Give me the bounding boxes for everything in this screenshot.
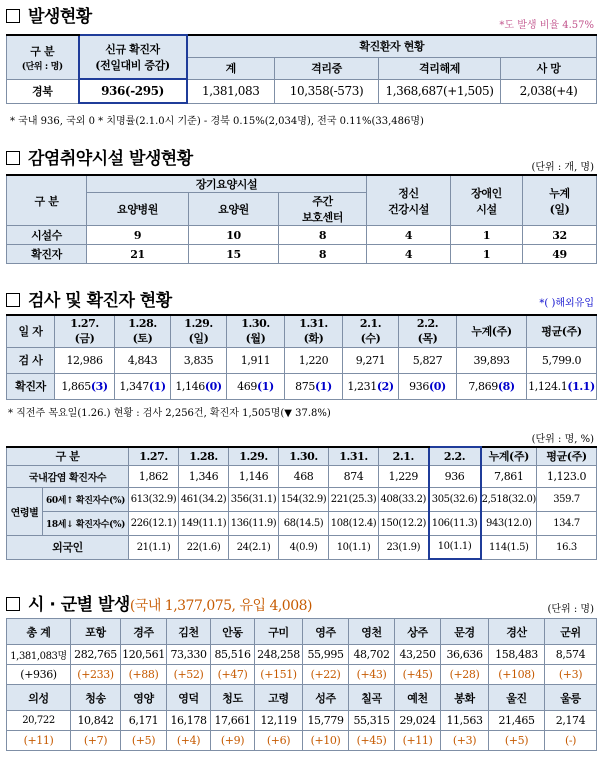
header-day-care: 주간 보호센터 (279, 193, 367, 226)
header-nursing-hospital: 요양병원 (87, 193, 189, 226)
city-cell: (+233) (71, 665, 121, 685)
header-gubun: 구 분 (단위 : 명) (7, 35, 79, 79)
city-cell: 48,702 (349, 645, 395, 665)
section-title-tests: 검사 및 확진자 현황 (6, 286, 172, 311)
table-row (7, 711, 597, 731)
city-cell: 55,315 (349, 711, 395, 731)
city-cell: (+936) (7, 665, 71, 685)
checkbox-icon (6, 293, 20, 307)
city-cell: 구미 (255, 619, 303, 645)
city-cell: (+11) (7, 731, 71, 751)
header-released: 격리해제 (379, 57, 501, 79)
city-cell: 248,258 (255, 645, 303, 665)
city-cell: 12,119 (255, 711, 303, 731)
facilities-table (6, 174, 597, 264)
city-cell: 봉화 (441, 685, 489, 711)
city-cell: 55,995 (303, 645, 349, 665)
city-cell: 1,381,083명 (7, 645, 71, 665)
header-date: 일 자 (7, 315, 55, 347)
city-cell: 16,178 (167, 711, 211, 731)
city-cell: 73,330 (167, 645, 211, 665)
overseas-note: *( )해외유입 (539, 298, 594, 309)
city-unit: (단위 : 명) (547, 604, 594, 615)
city-cell: (+52) (167, 665, 211, 685)
city-cell: (+10) (303, 731, 349, 751)
section-title-status: 발생현황 (6, 2, 92, 27)
age-table: 구 분 1.27. 1.28. 1.29. 1.30. 1.31. 2.1. 2.2. 누계(주) 평균(주) 국내감염 확진자수 1,862 1,346 1,146 468 874 1,229 936 7,861 1,123.0 연령별 60세↑ 확진자수(%) 613(32.9) 461(34.2) 356(31.1) 154(32.9) 221(25.3) 408(33.2) 305(32.6) 2,518(32.0) 359.7 18세↓ 확진자수(%) 226(12.1) 149(11.1) 136(11.9) 68(14.5) 108(12.4) 150(12.2) 106(11.3) 943(12.0) 134.7 외국인 21(1.1) 22(1.6) 24(2.1) 4(0.9) 10(1.1) 23(1.9) 10(1.1) 114(1.5) 16.3 (6, 446, 597, 560)
header-total: 계 (187, 57, 275, 79)
city-cell: (+151) (255, 665, 303, 685)
checkbox-icon (6, 9, 20, 23)
city-cell: (+4) (167, 731, 211, 751)
city-cell: 영주 (303, 619, 349, 645)
table-row: 확진자 21 15 8 4 1 49 (7, 245, 597, 264)
city-cell: 15,779 (303, 711, 349, 731)
header-cum-week: 누계(주) (457, 315, 527, 347)
value-released: 1,368,687(+1,505) (379, 79, 501, 103)
city-cell: 경주 (121, 619, 167, 645)
table-row: 18세↓ 확진자수(%) 226(12.1) 149(11.1) 136(11.9) 68(14.5) 108(12.4) 150(12.2) 106(11.3) 943(12.0) 134.7 (7, 511, 597, 535)
city-cell: 8,574 (545, 645, 597, 665)
city-cell: 158,483 (489, 645, 545, 665)
checkbox-icon (6, 597, 20, 611)
header-avg-week: 평균(주) (527, 315, 597, 347)
header-longterm-care: 장기요양시설 (87, 175, 367, 193)
city-cell: 영양 (121, 685, 167, 711)
city-cell: 청도 (211, 685, 255, 711)
value-total: 1,381,083 (187, 79, 275, 103)
city-cell: 예천 (395, 685, 441, 711)
city-cell: 울릉 (545, 685, 597, 711)
header-nursing-home: 요양원 (189, 193, 279, 226)
header-case-status: 확진환자 현황 (187, 35, 597, 57)
city-cell: 2,174 (545, 711, 597, 731)
city-cell: 282,765 (71, 645, 121, 665)
fatality-footnote: * 국내 936, 국외 0 * 치명률(2.1.0시 기준) - 경북 0.15%(2,034명), 전국 0.11%(33,486명) (10, 116, 424, 127)
city-cell: (+3) (545, 665, 597, 685)
table-row (7, 665, 597, 685)
city-cell: 칠곡 (349, 685, 395, 711)
header-gubun: 구 분 (7, 175, 87, 226)
city-cell: (+108) (489, 665, 545, 685)
header-disability: 장애인 시설 (451, 175, 523, 226)
city-cell: 문경 (441, 619, 489, 645)
status-table (6, 34, 597, 104)
facilities-unit: (단위 : 개, 명) (531, 162, 594, 173)
city-cell: 의성 (7, 685, 71, 711)
tests-table: 일 자 1.27. (금) 1.28. (토) 1.29. (일) 1.30. (월) 1.31. (화) 2.1. (수) 2.2. (목) 누계(주) 평균(주) 검 사 12,986 4,843 3,835 1,911 1,220 9,271 5,827 39,893 5,799.0 확진자 1,865(3) 1,347(1) 1,146(0) 469(1) 875(1) 1,231(2) 936(0) 7,869(8) 1,124.1(1.1) (6, 314, 597, 400)
city-cell: (+22) (303, 665, 349, 685)
value-deaths: 2,038(+4) (501, 79, 597, 103)
header-cumulative: 누계 (일) (523, 175, 597, 226)
city-cell: (+5) (121, 731, 167, 751)
city-cell: 21,465 (489, 711, 545, 731)
city-cell: 청송 (71, 685, 121, 711)
city-cell: 성주 (303, 685, 349, 711)
city-cell: 43,250 (395, 645, 441, 665)
checkbox-icon (6, 151, 20, 165)
city-cell: 10,842 (71, 711, 121, 731)
header-deaths: 사 망 (501, 57, 597, 79)
city-cell: (+28) (441, 665, 489, 685)
city-cell: 11,563 (441, 711, 489, 731)
province-ratio-note: *도 발생 비율 4.57% (499, 20, 594, 31)
city-cell: 영덕 (167, 685, 211, 711)
table-row (7, 645, 597, 665)
city-cell: 영천 (349, 619, 395, 645)
row-label-gyeongbuk: 경북 (7, 79, 79, 103)
age-table-unit: (단위 : 명, %) (531, 434, 594, 445)
city-cell: 120,561 (121, 645, 167, 665)
city-cell: (+6) (255, 731, 303, 751)
value-isolation: 10,358(-573) (275, 79, 379, 103)
city-cell: 안동 (211, 619, 255, 645)
header-gubun: 구 분 (7, 447, 129, 465)
city-cell: 85,516 (211, 645, 255, 665)
prev-week-footnote: * 직전주 목요일(1.26.) 현황 : 검사 2,256건, 확진자 1,505명(▼ 37.8%) (8, 408, 331, 419)
table-row (7, 619, 597, 645)
city-cell: (+47) (211, 665, 255, 685)
table-row (7, 731, 597, 751)
city-cell: 군위 (545, 619, 597, 645)
city-cell: (+3) (441, 731, 489, 751)
table-row: 확진자 1,865(3) 1,347(1) 1,146(0) 469(1) 875(1) 1,231(2) 936(0) 7,869(8) 1,124.1(1.1) (7, 373, 597, 399)
header-mental-health: 정신 건강시설 (367, 175, 451, 226)
header-new-cases: 신규 확진자 (전일대비 증감) (79, 35, 187, 79)
city-cell: (+5) (489, 731, 545, 751)
city-cell: (+45) (349, 731, 395, 751)
city-cell: 울진 (489, 685, 545, 711)
table-row: 외국인 21(1.1) 22(1.6) 24(2.1) 4(0.9) 10(1.1) 23(1.9) 10(1.1) 114(1.5) 16.3 (7, 535, 597, 559)
section-title-facilities: 감염취약시설 발생현황 (6, 144, 193, 169)
city-cell: (+9) (211, 731, 255, 751)
city-cell: 상주 (395, 619, 441, 645)
city-cell: 경산 (489, 619, 545, 645)
city-cell: (+45) (395, 665, 441, 685)
table-row: 국내감염 확진자수 1,862 1,346 1,146 468 874 1,229 936 7,861 1,123.0 (7, 465, 597, 487)
city-cell: 29,024 (395, 711, 441, 731)
table-row: 연령별 60세↑ 확진자수(%) 613(32.9) 461(34.2) 356(31.1) 154(32.9) 221(25.3) 408(33.2) 305(32.6) 2,518(32.0) 359.7 (7, 487, 597, 511)
city-cell: 총 계 (7, 619, 71, 645)
city-cell: (+7) (71, 731, 121, 751)
header-isolation: 격리중 (275, 57, 379, 79)
city-cell: (+43) (349, 665, 395, 685)
city-cell: 포항 (71, 619, 121, 645)
city-cell: (+11) (395, 731, 441, 751)
city-cell: 고령 (255, 685, 303, 711)
city-table (6, 618, 597, 751)
city-cell: 20,722 (7, 711, 71, 731)
table-row (7, 685, 597, 711)
city-cell: 17,661 (211, 711, 255, 731)
value-new-cases: 936(-295) (79, 79, 187, 103)
city-cell: 6,171 (121, 711, 167, 731)
city-cell: 김천 (167, 619, 211, 645)
city-cell: (-) (545, 731, 597, 751)
table-row: 검 사 12,986 4,843 3,835 1,911 1,220 9,271 5,827 39,893 5,799.0 (7, 347, 597, 373)
city-cell: (+88) (121, 665, 167, 685)
city-cell: 36,636 (441, 645, 489, 665)
table-row: 시설수 9 10 8 4 1 32 (7, 226, 597, 245)
section-title-city: 시 · 군별 발생(국내 1,377,075, 유입 4,008) (6, 590, 312, 615)
